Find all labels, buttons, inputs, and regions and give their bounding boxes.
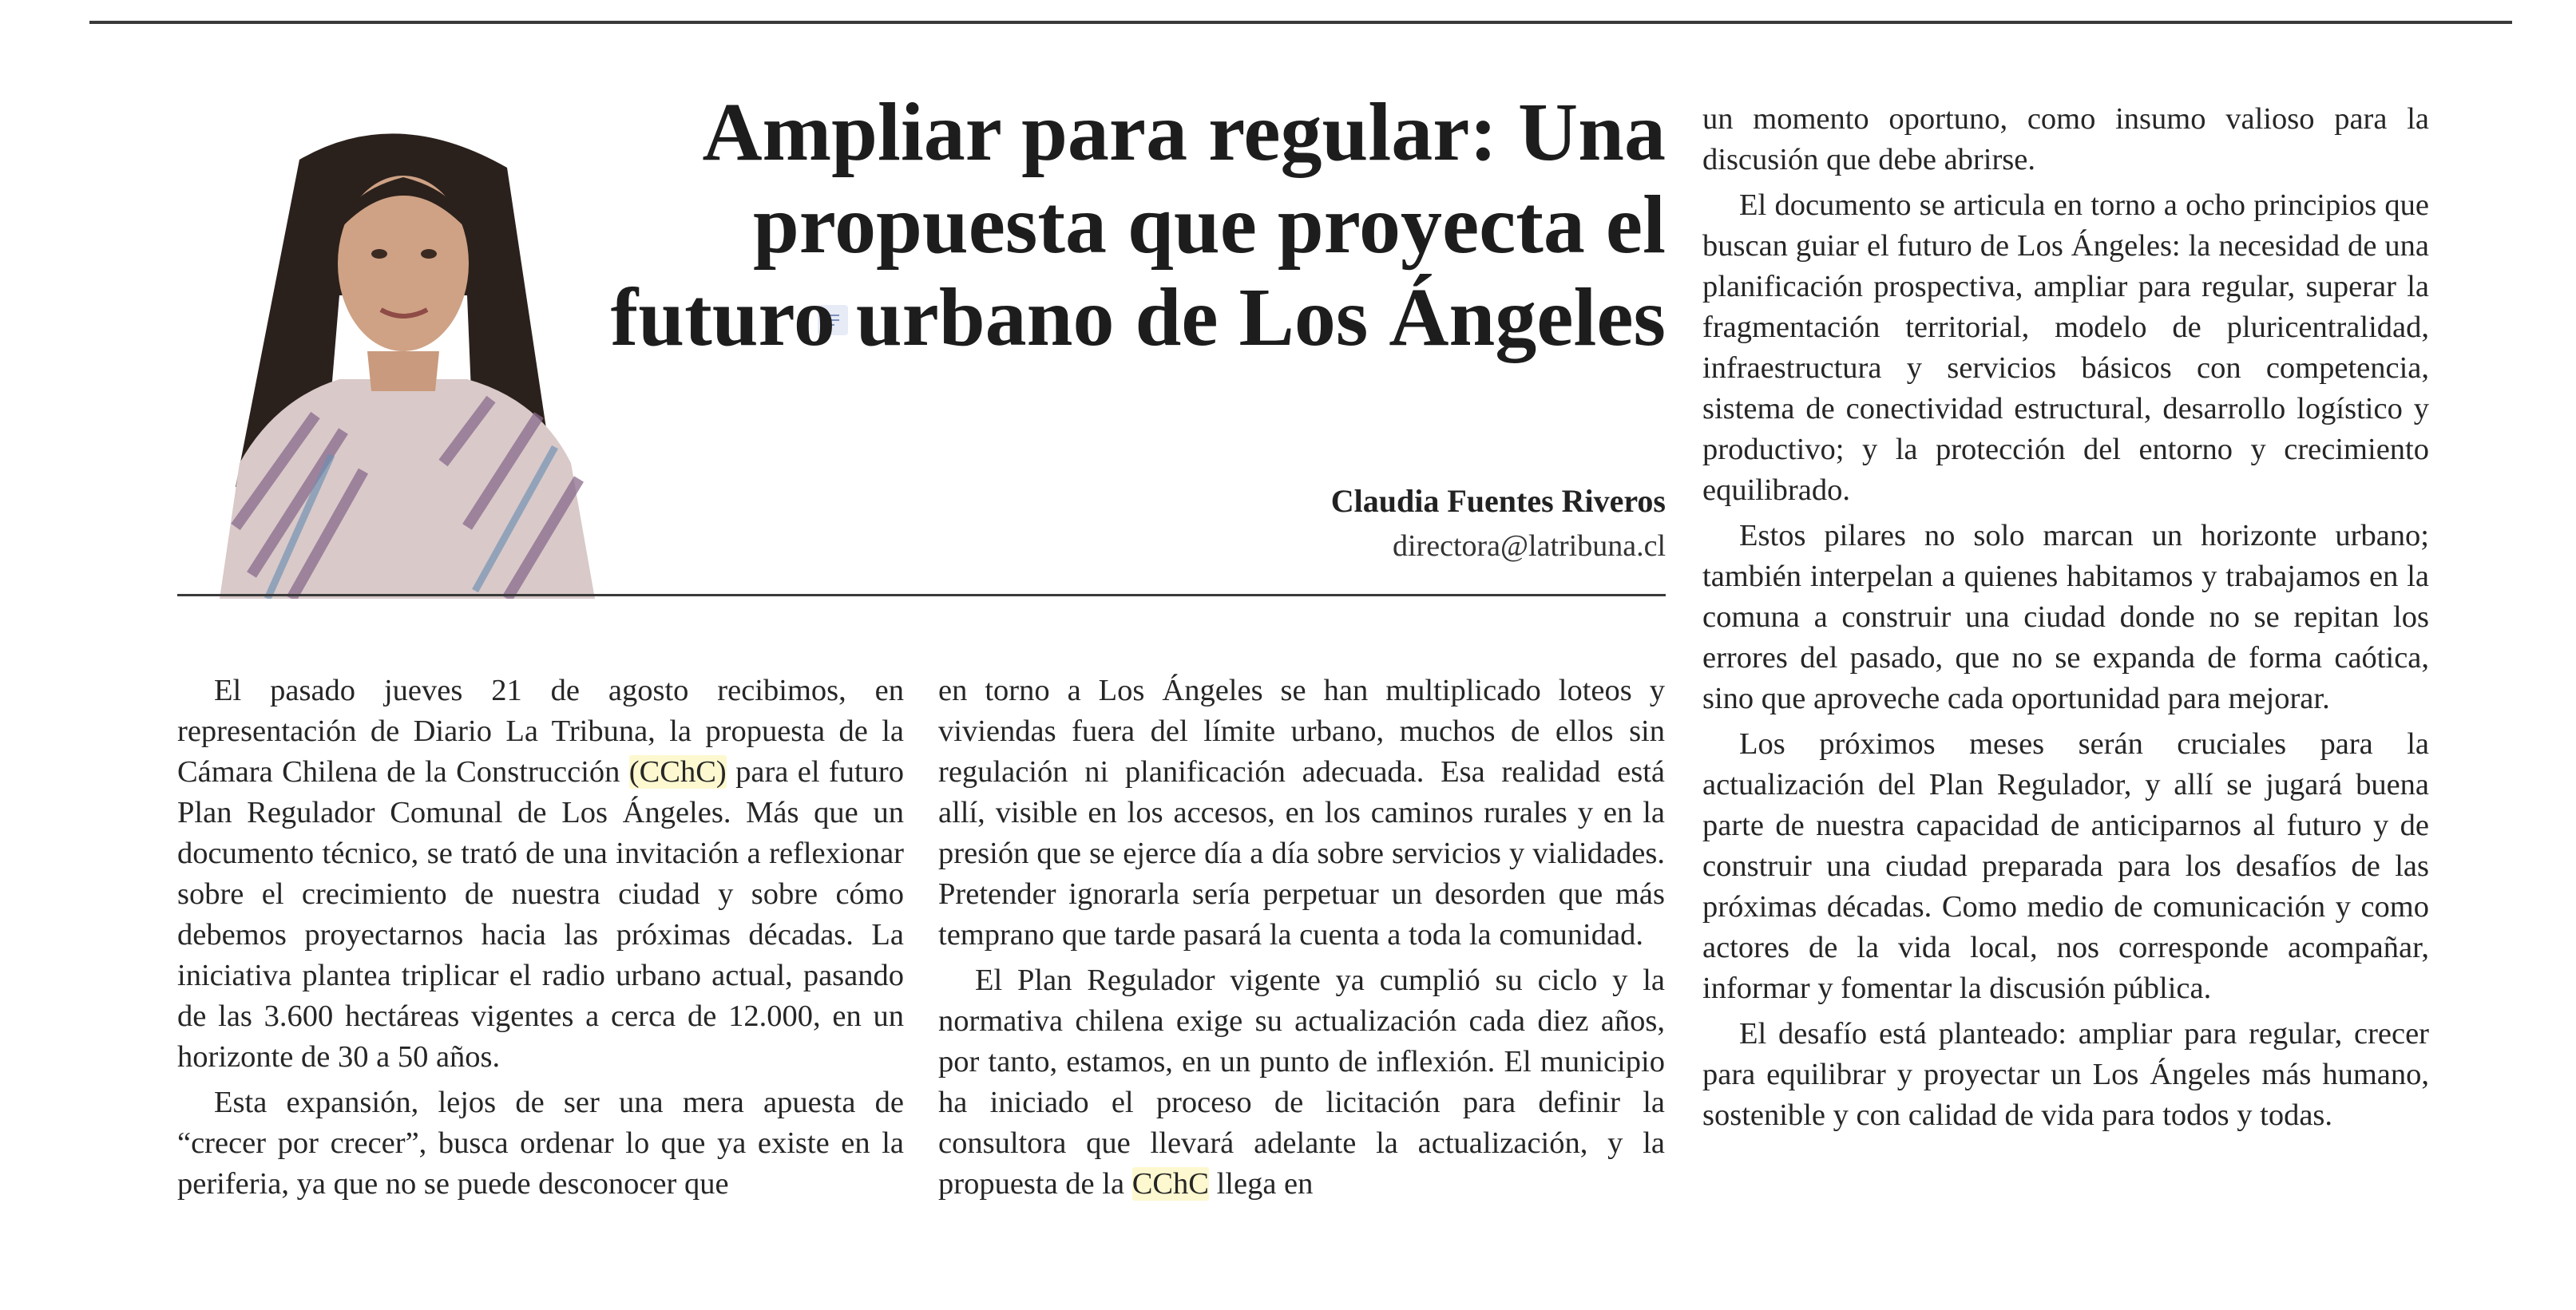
paragraph: El desafío está planteado: ampliar para regular, crecer para equilibrar y proyectar un Los Ángeles más humano, sostenible y con calidad de vida para todos y todas. xyxy=(1702,1017,2429,1132)
body-column-2 xyxy=(938,671,1665,1209)
author-email: directora@latribuna.cl xyxy=(1393,529,1666,563)
paragraph: en torno a Los Ángeles se han multiplicado loteos y viviendas fuera del límite urbano, muchos de ellos sin regulación ni planificación adecuada. Esa realidad está allí, visible en los accesos, en los caminos rurales y en la presión que se ejerce día a día sobre servicios y vialidades. Pretender ignorarla sería perpetuar un desorden que más temprano que tarde pasará la cuenta a toda la comunidad. xyxy=(938,674,1665,952)
cchc-highlight: (CChC) xyxy=(628,755,727,789)
paragraph-text: llega en xyxy=(1208,1167,1314,1201)
author-name: Claudia Fuentes Riveros xyxy=(1330,483,1666,519)
paragraph: Esta expansión, lejos de ser una mera apuesta de “crecer por crecer”, busca ordenar lo que ya existe en la periferia, ya que no se puede desconocer que xyxy=(177,1086,904,1201)
body-column-1 xyxy=(177,671,904,1209)
cchc-highlight: CChC xyxy=(1131,1167,1209,1201)
section-rule xyxy=(177,594,1666,596)
paragraph-text: El pasado jueves 21 de agosto recibimos, en representación de Diario La Tribuna, la propuesta de la Cámara Chilena de la Construcción xyxy=(177,674,904,789)
paragraph xyxy=(177,671,904,1078)
body-column-3 xyxy=(1702,99,2429,1141)
top-rule xyxy=(89,21,2512,24)
paragraph: El documento se articula en torno a ocho principios que buscan guiar el futuro de Los Ángeles: la necesidad de una planificación prospectiva, ampliar para regular, superar la fragmentación territorial, modelo de pluricentralidad, infraestructura y servicios básicos con competencia, sistema de conectividad estructural, desarrollo logístico y productivo; y la protección del entorno y crecimiento equilibrado. xyxy=(1702,188,2429,507)
paragraph-text: para el futuro Plan Regulador Comunal de Los Ángeles. Más que un documento técnico, se trató de una invitación a reflexionar sobre el crecimiento de nuestra ciudad y sobre cómo debemos proyectarnos hacia las próximas décadas. La iniciativa plantea triplicar el radio urbano actual, pasando de las 3.600 hectáreas vigentes a cerca de 12.000, en un horizonte de 30 a 50 años. xyxy=(177,755,904,1074)
paragraph: Estos pilares no solo marcan un horizonte urbano; también interpelan a quienes habitamos y trabajamos en la comuna a construir una ciudad donde no se repitan los errores del pasado, que no se expanda de forma caótica, sino que aproveche cada oportunidad para mejorar. xyxy=(1702,519,2429,715)
article-title: Ampliar para regular: Una propuesta que proyecta el futuro urbano de Los Ángeles xyxy=(610,86,1666,363)
paragraph xyxy=(938,960,1665,1205)
paragraph: Los próximos meses serán cruciales para la actualización del Plan Regulador, y allí se jugará buena parte de nuestra capacidad de anticiparnos al futuro y de construir una ciudad preparada para los desafíos de las próximas décadas. Como medio de comunicación y como actores de la vida local, nos corresponde acompañar, informar y fomentar la discusión pública. xyxy=(1702,727,2429,1005)
paragraph: un momento oportuno, como insumo valioso para la discusión que debe abrirse. xyxy=(1702,102,2429,176)
byline xyxy=(1331,479,1666,568)
paragraph-text: El Plan Regulador vigente ya cumplió su ciclo y la normativa chilena exige su actualización cada diez años, por tanto, estamos, en un punto de inflexión. El municipio ha iniciado el proceso de licitación para definir la consultora que llevará adelante la actualización, y la propuesta de la xyxy=(938,964,1665,1201)
